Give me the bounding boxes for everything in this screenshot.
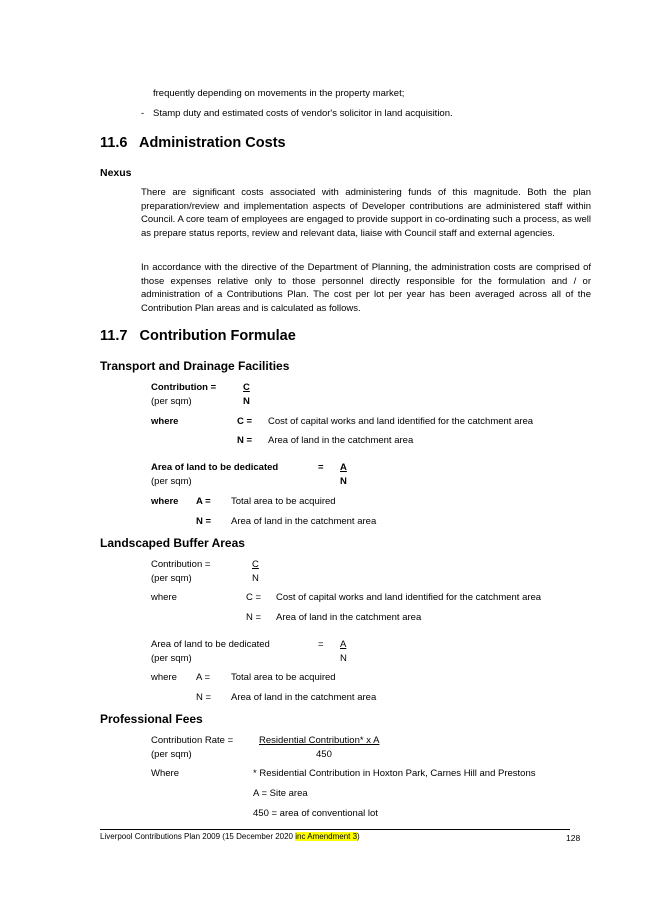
buffer-land-per-sqm: (per sqm) [151, 653, 192, 664]
buffer-contribution-label: Contribution = [151, 559, 211, 570]
fees-note-residential: * Residential Contribution in Hoxton Park, Carnes Hill and Prestons [253, 768, 536, 779]
transport-per-sqm: (per sqm) [151, 396, 192, 407]
transport-a-symbol: A = [196, 496, 211, 507]
fees-note-conventional-lot: 450 = area of conventional lot [253, 808, 378, 819]
transport-land-numerator: A [340, 462, 347, 473]
buffer-n2-symbol: N = [196, 692, 212, 703]
footer-plan-title: Liverpool Contributions Plan 2009 (15 December 2020 [100, 832, 296, 841]
transport-c-symbol: C = [237, 416, 253, 427]
transport-land-equals: = [318, 462, 324, 473]
transport-numerator: C [243, 382, 250, 393]
transport-contribution-label: Contribution = [151, 382, 217, 393]
paragraph-admin-costs-1: There are significant costs associated with administering funds of this magnitude. Both the plan preparation/review and implementation aspects of Developer contributions are administered staff within Council. A core team of employees are engaged to provide support in co-ordinating such a process, as well as prepare status reports, review and relevant data, liaise with Council staff and external agencies. [141, 187, 591, 239]
fees-numerator: Residential Contribution* x A [259, 735, 380, 746]
transport-n2-symbol: N = [196, 516, 212, 527]
fees-rate-label: Contribution Rate = [151, 735, 234, 746]
transport-n-symbol: N = [237, 435, 253, 446]
bullet-dash: - [141, 108, 145, 119]
buffer-land-equals: = [318, 639, 324, 650]
fees-note-site-area: A = Site area [253, 788, 308, 799]
buffer-n-symbol: N = [246, 612, 262, 623]
subheading-professional-fees: Professional Fees [100, 712, 203, 726]
transport-c-definition: Cost of capital works and land identified for the catchment area [268, 416, 534, 427]
buffer-land-denominator: N [340, 653, 347, 664]
page-number: 128 [566, 833, 581, 843]
buffer-where-2: where [151, 672, 177, 683]
transport-land-denominator: N [340, 476, 347, 487]
section-heading-11-7: 11.7 Contribution Formulae [100, 328, 296, 344]
transport-a-definition: Total area to be acquired [231, 496, 336, 507]
subheading-nexus: Nexus [100, 167, 132, 179]
transport-land-label: Area of land to be dedicated [151, 462, 279, 473]
buffer-numerator: C [252, 559, 259, 570]
transport-n-definition: Area of land in the catchment area [268, 435, 414, 446]
transport-denominator: N [243, 396, 250, 407]
buffer-a-definition: Total area to be acquired [231, 672, 336, 683]
transport-n2-definition: Area of land in the catchment area [231, 516, 377, 527]
buffer-n2-definition: Area of land in the catchment area [231, 692, 377, 703]
footer-close-paren: ) [357, 832, 360, 841]
footer-amendment-highlight: inc Amendment 3 [295, 832, 358, 841]
fees-where: Where [151, 768, 179, 779]
transport-land-per-sqm: (per sqm) [151, 476, 192, 487]
buffer-n-definition: Area of land in the catchment area [276, 612, 422, 623]
transport-where-2: where [151, 496, 179, 507]
buffer-per-sqm: (per sqm) [151, 573, 192, 584]
subheading-transport-drainage: Transport and Drainage Facilities [100, 359, 290, 373]
buffer-land-label: Area of land to be dedicated [151, 639, 270, 650]
paragraph-admin-costs-2: In accordance with the directive of the Department of Planning, the administration costs are comprised of those expenses relative only to those personnel directly responsible for the formulation and / or administration of a Contributions Plan. The cost per lot per year has been averaged across all of the Contribution Plan areas and is calculated as follows. [141, 262, 591, 314]
fees-per-sqm: (per sqm) [151, 749, 192, 760]
bullet-text: Stamp duty and estimated costs of vendor's solicitor in land acquisition. [153, 108, 453, 119]
section-heading-11-6: 11.6 Administration Costs [100, 135, 286, 151]
buffer-where: where [151, 592, 177, 603]
footer-divider [100, 829, 570, 830]
buffer-c-symbol: C = [246, 592, 262, 603]
buffer-land-numerator: A [340, 639, 347, 650]
fees-denominator: 450 [316, 749, 332, 760]
buffer-denominator: N [252, 573, 259, 584]
footer-text [100, 832, 360, 841]
buffer-a-symbol: A = [196, 672, 210, 683]
transport-where: where [151, 416, 179, 427]
continued-text: frequently depending on movements in the property market; [153, 88, 405, 99]
buffer-c-definition: Cost of capital works and land identified for the catchment area [276, 592, 542, 603]
subheading-landscaped-buffer: Landscaped Buffer Areas [100, 536, 245, 550]
